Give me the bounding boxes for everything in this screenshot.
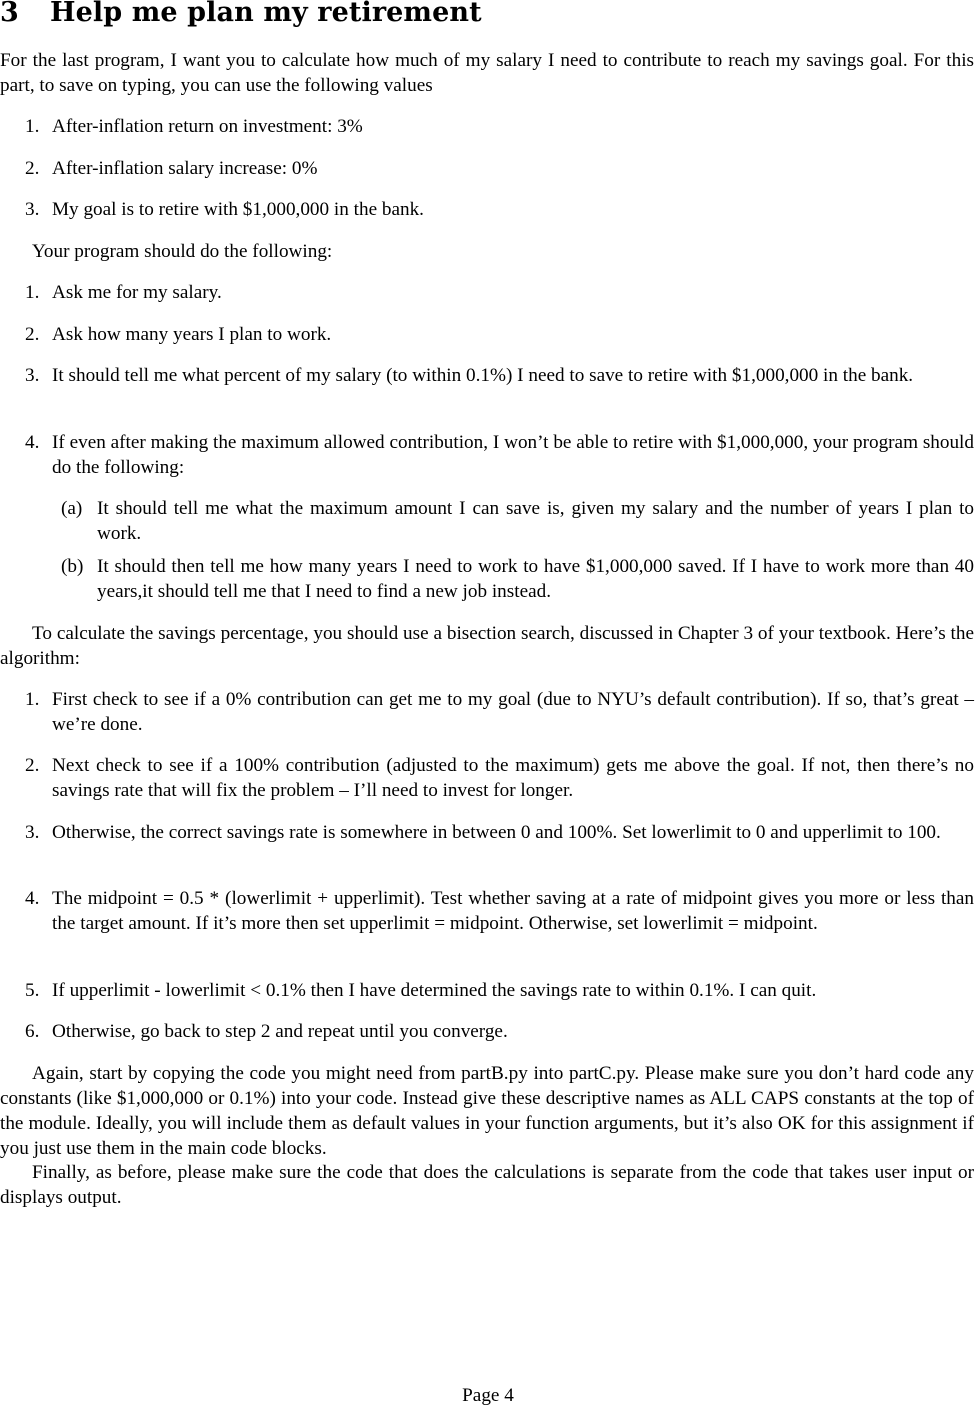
values-list-item bbox=[0, 197, 974, 222]
list-marker: 3. bbox=[25, 822, 40, 843]
page-number: Page 4 bbox=[462, 1385, 514, 1406]
list-item-text: Next check to see if a 100% contribution (adjusted to the maximum) gets me above the goal. If not, then there’s no savings rate that will fix the problem – I’ll need to invest for longer. bbox=[52, 755, 974, 801]
section-heading bbox=[0, 0, 482, 30]
algorithm-list-item bbox=[0, 753, 974, 803]
closing-paragraph: Finally, as before, please make sure the code that does the calculations is separate from the code that takes user input or displays output. bbox=[0, 1162, 974, 1208]
list-item-text: Ask how many years I plan to work. bbox=[52, 324, 332, 345]
program-list-item bbox=[0, 280, 974, 305]
list-item-text: After-inflation salary increase: 0% bbox=[52, 158, 318, 179]
program-list-item bbox=[0, 322, 974, 347]
sublist-marker: (b) bbox=[61, 556, 84, 577]
algorithm-list-item bbox=[0, 687, 974, 737]
values-list-item bbox=[0, 114, 974, 139]
intro-paragraph: For the last program, I want you to calculate how much of my salary I need to contribute to reach my savings goal. For this part, to save on typing, you can use the following values bbox=[0, 50, 974, 96]
program-list-item bbox=[0, 430, 974, 480]
list-item-text: Otherwise, the correct savings rate is somewhere in between 0 and 100%. Set lowerlimit to 0 and upperlimit to 100. bbox=[52, 822, 941, 843]
program-sublist-item bbox=[0, 496, 974, 546]
list-item-text: First check to see if a 0% contribution can get me to my goal (due to NYU’s default contribution). If so, that’s great – we’re done. bbox=[52, 689, 974, 735]
algorithm-intro: To calculate the savings percentage, you should use a bisection search, discussed in Chapter 3 of your textbook. Here’s the algorithm: bbox=[0, 623, 974, 669]
list-item-text: My goal is to retire with $1,000,000 in the bank. bbox=[52, 199, 424, 220]
list-item-text: Ask me for my salary. bbox=[52, 282, 222, 303]
sublist-item-text: It should then tell me how many years I need to work to have $1,000,000 saved. If I have to work more than 40 years,it should tell me that I need to find a new job instead. bbox=[97, 556, 974, 602]
sublist-item-text: It should tell me what the maximum amount I can save is, given my salary and the number of years I plan to work. bbox=[97, 498, 974, 544]
list-item-text: If even after making the maximum allowed contribution, I won’t be able to retire with $1,000,000, your program should do the following: bbox=[52, 432, 974, 478]
section-number: 3 bbox=[0, 0, 19, 28]
list-marker: 1. bbox=[25, 689, 40, 710]
sublist-marker: (a) bbox=[61, 498, 83, 519]
section-title: Help me plan my retirement bbox=[50, 0, 482, 28]
list-marker: 6. bbox=[25, 1021, 40, 1042]
algorithm-list-item bbox=[0, 886, 974, 936]
algorithm-list-item bbox=[0, 1019, 974, 1044]
list-marker: 2. bbox=[25, 324, 40, 345]
list-marker: 1. bbox=[25, 116, 40, 137]
program-sublist-item bbox=[0, 554, 974, 604]
list-marker: 4. bbox=[25, 888, 40, 909]
list-marker: 3. bbox=[25, 199, 40, 220]
list-item-text: If upperlimit - lowerlimit < 0.1% then I have determined the savings rate to within 0.1%. I can quit. bbox=[52, 980, 817, 1001]
list-marker: 2. bbox=[25, 755, 40, 776]
list-marker: 2. bbox=[25, 158, 40, 179]
algorithm-list-item bbox=[0, 978, 974, 1003]
closing-paragraph: Again, start by copying the code you might need from partB.py into partC.py. Please make sure you don’t hard code any constants (like $1,000,000 or 0.1%) into your code. Instead give these descriptive names as ALL CAPS constants at the top of the module. Ideally, you will include them as default values in your function arguments, but it’s also OK for this assignment if you just use them in the main code blocks. bbox=[0, 1063, 974, 1159]
list-item-text: The midpoint = 0.5 * (lowerlimit + upperlimit). Test whether saving at a rate of midpoint gives you more or less than the target amount. If it’s more then set upperlimit = midpoint. Otherwise, set lowerlimit = midpoint. bbox=[52, 888, 974, 934]
program-intro: Your program should do the following: bbox=[32, 241, 333, 262]
values-list-item bbox=[0, 156, 974, 181]
algorithm-list-item bbox=[0, 820, 974, 845]
list-item-text: After-inflation return on investment: 3% bbox=[52, 116, 363, 137]
list-marker: 3. bbox=[25, 365, 40, 386]
list-item-text: Otherwise, go back to step 2 and repeat until you converge. bbox=[52, 1021, 508, 1042]
list-marker: 5. bbox=[25, 980, 40, 1001]
program-list-item bbox=[0, 363, 974, 388]
list-marker: 1. bbox=[25, 282, 40, 303]
list-item-text: It should tell me what percent of my salary (to within 0.1%) I need to save to retire with $1,000,000 in the bank. bbox=[52, 365, 914, 386]
list-marker: 4. bbox=[25, 432, 40, 453]
